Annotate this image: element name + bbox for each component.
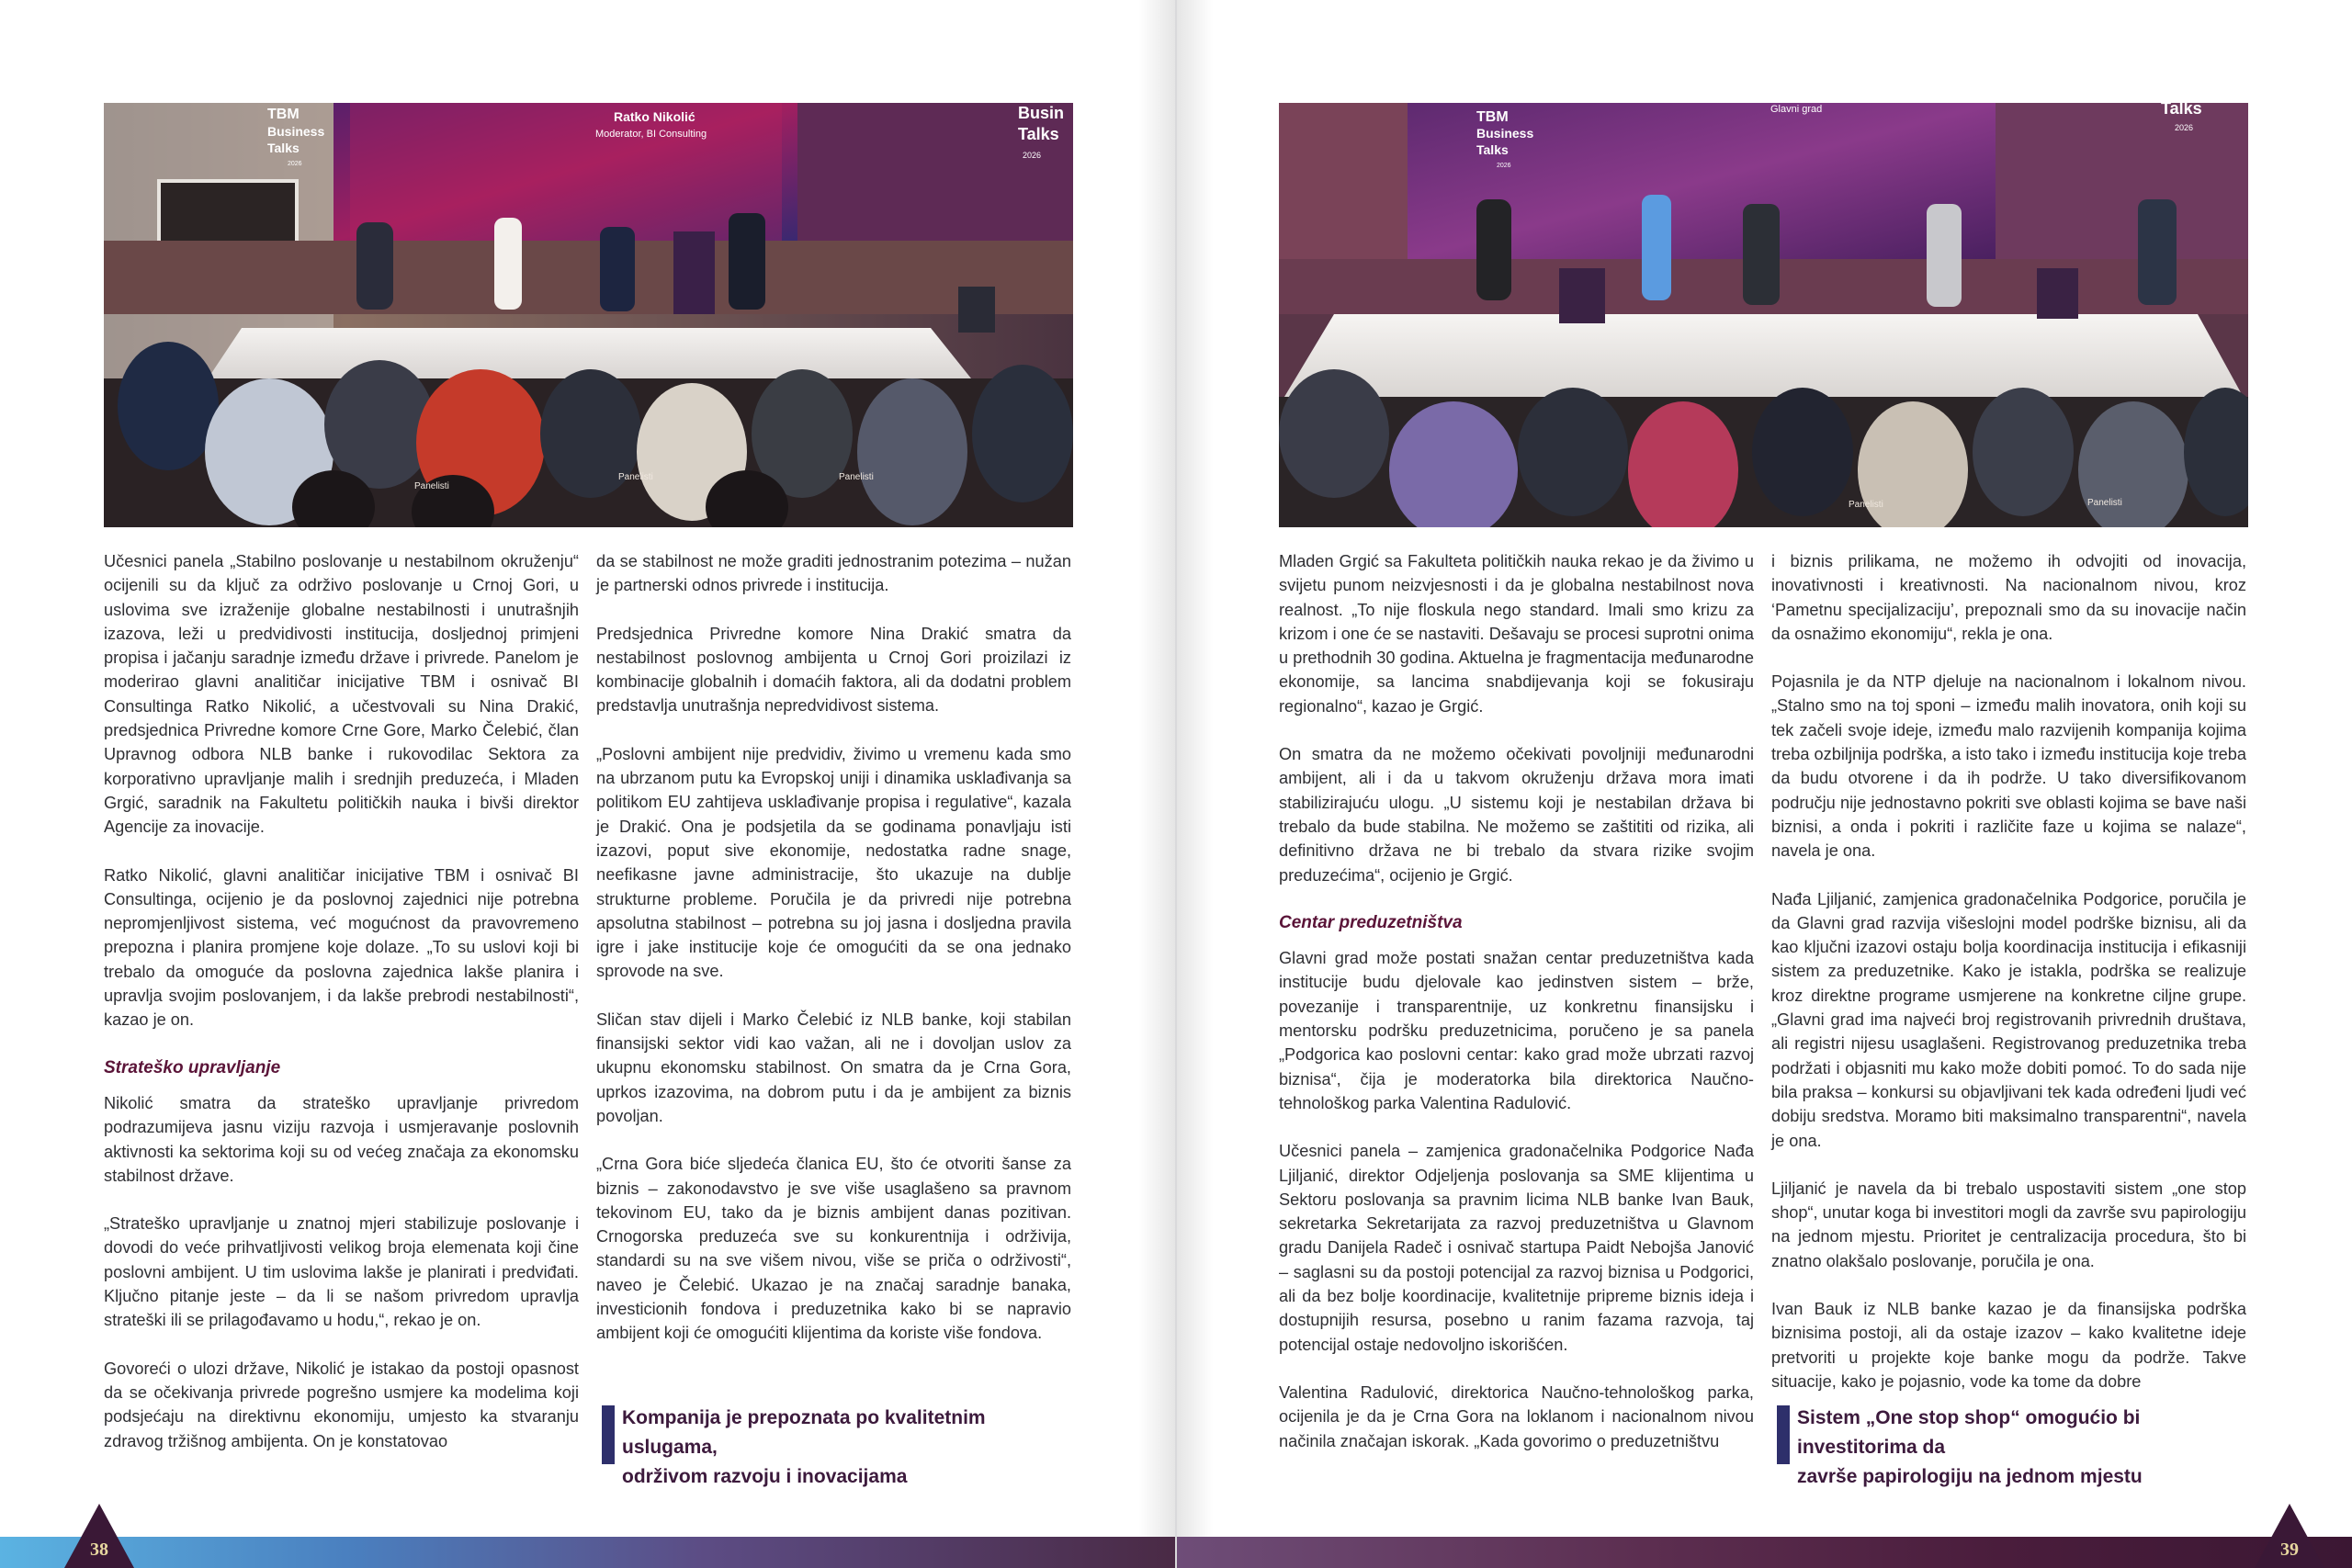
article-paragraph: Govoreći o ulozi države, Nikolić je istakao da postoji opasnost da se očekivanja privrede pogrešno usmjere ka modelima koji podsjećaju na direktivnu ekonomiju, umjesto ka stvaranju zdravog tržišnog ambijenta. On je konstatovao [104, 1359, 579, 1450]
chair-label: Panelisti [414, 481, 449, 491]
pull-quote-line: Kompanija je prepoznata po kvalitetnim uslugama, [622, 1407, 986, 1458]
chair-label: Panelisti [839, 472, 874, 482]
pull-quote-line: Sistem „One stop shop“ omogućio bi investitorima da [1797, 1407, 2141, 1458]
article-paragraph: Učesnici panela – zamjenica gradonačelnika Podgorice Nađa Ljiljanić, direktor Odjeljenja poslovanja sa SME klijentima u Sektoru poslovanja sa pravnim licima NLB banke Ivan Bauk, sekretarka Sekretarijata za razvoj preduzetništva u Glavnom gradu Danijela Radeč i osnivač startupa Paidt Nebojša Janović – saglasni su da postoji potencijal za razvoj biznisa u Podgorici, ali da bez bolje koordinacije, kvalitetnije pripreme biznis ideja i dostupnijih resursa, posebno u ranim fazama razvoja, taj potencijal ostaje nedovoljno iskorišćen. [1279, 1142, 1754, 1354]
screen-title: Business [1476, 126, 1534, 141]
gutter-shadow [1177, 0, 1214, 1568]
screen-year: 2026 [1497, 163, 1511, 169]
article-paragraph: Nikolić smatra da strateško upravljanje privredom podrazumijeva jasnu viziju razvoja i usmjeravanje poslovnih aktivnosti ka sektorima koji su od većeg značaja za ekonomsku stabilnost države. [104, 1093, 579, 1185]
left-page [0, 0, 1175, 1568]
section-heading: Strateško upravljanje [104, 1057, 281, 1077]
footer-bar [0, 1537, 1175, 1568]
panel-photo-right [1279, 103, 2248, 527]
article-paragraph: On smatra da ne možemo očekivati povoljniji međunarodni ambijent, ali i da u takvom okruženju država mora imati stabilizirajuću ulogu. „U sistemu koji je nestabilan država bi trebalo da bude stabilna. Ne možemo se zaštititi od rizika, ali definitivno država ne bi trebalo da stvara rizike svojim preduzećima“, ocijenio je Grgić. [1279, 745, 1754, 885]
article-paragraph: Sličan stav dijeli i Marko Čelebić iz NLB banke, koji stabilan finansijski sektor vidi kao važan, ali ne i dovoljan uslov za ukupnu ekonomsku stabilnost. On smatra da je Crna Gora, uprkos izazovima, na dobrom putu i da je ambijent za biznis povoljan. [596, 1010, 1071, 1125]
screen-year: 2026 [288, 161, 302, 167]
screen-title-right: Busin [1018, 104, 1065, 122]
article-paragraph: Mladen Grgić sa Fakulteta političkih nauka rekao je da živimo u svijetu punom neizvjesnosti i da je globalna nestabilnost nova realnost. „To nije floskula nego standard. Imali smo krizu za krizom i one će se nastaviti. Dešavaju se procesi suprotni onima u prethodnih 30 godina. Aktuelna je fragmentacija međunarodne ekonomije, sa lancima snabdijevanja koji se fokusiraju regionalno“, kazao je Grgić. [1279, 552, 1754, 716]
chair-label: Panelisti [2087, 498, 2122, 508]
chair-label: Panelisti [1849, 500, 1883, 510]
pull-quote-bar [602, 1405, 615, 1464]
page-number: 39 [2280, 1540, 2299, 1560]
article-paragraph: Glavni grad može postati snažan centar preduzetništva kada institucije budu djelovale kao jedinstven sistem – brže, povezanije i transparentnije, uz konkretnu finansijsku i mentorsku podršku preduzetnicima, poručeno je sa panela „Podgorica kao poslovni centar: kako grad može ubrzati razvoj biznisa“, čija je moderatorka bila direktorica Naučno-tehnološkog parka Valentina Radulović. [1279, 949, 1754, 1112]
screen-title-right: Talks [1018, 125, 1059, 143]
article-paragraph: Pojasnila je da NTP djeluje na nacionalnom i lokalnom nivou. „Stalno smo na toj sponi – između malih inovatora, onih koji su tek začeli svoje ideje, između malo razvijenih kompanija kojima treba ozbiljnija podrška, a isto tako i između institucija koje treba da budu otvorene i da ih podrže. U tako diversifikovanom području nije jednostavno pokriti sve oblasti kojima se bave naši biznisi, a onda i pokriti i različite faze u kojima se nalaze“, navela je ona. [1771, 672, 2246, 861]
chair-label: Panelisti [618, 472, 653, 482]
article-paragraph: Učesnici panela „Stabilno poslovanje u nestabilnom okruženju“ ocijenili su da ključ za održivo poslovanje u Crnoj Gori, u uslovima sve izraženije globalne nestabilnosti i unutrašnjih izazova, leži u predvidivosti institucija, dosljednoj primjeni propisa i jačanju saradnje između države i privrede. Panelom je moderirao glavni analitičar inicijative TBM i osnivač BI Consultinga Ratko Nikolić, a učestvovali su Nina Drakić, predsjednica Privredne komore Crne Gore, Marko Čelebić, član Upravnog odbora NLB banke i rukovodilac Sektora za korporativno upravljanje malih i srednjih preduzeća, i Mladen Grgić, saradnik na Fakultetu političkih nauka i bivši direktor Agencije za inovacije. [104, 552, 579, 837]
article-paragraph: Nađa Ljiljanić, zamjenica gradonačelnika Podgorice, poručila je da Glavni grad razvija višeslojni model podrške biznisu, ali da kao ključni izazovi ostaju bolja koordinacija institucija i efikasniji sistem za preduzetnike. Kako je istakla, podrška se realizuje kroz direktne programe usmjerene na konkretne ciljne grupe. „Glavni grad ima najveći broj registrovanih privrednih društava, ali registri nijesu usaglašeni. Registrovanog preduzetnika treba podržati i objasniti mu kako može dobiti pomoć. To do sada nije bila praksa – konkursi su objavljivani tek kada određeni ljudi već dobiju sredstva. Moramo biti maksimalno transparentni“, navela je ona. [1771, 889, 2246, 1150]
screen-role: Moderator, BI Consulting [595, 129, 707, 140]
page-number: 38 [90, 1540, 108, 1560]
screen-year-right: 2026 [2175, 123, 2194, 132]
screen-title: Talks [267, 141, 300, 155]
article-column-2 [1771, 549, 2246, 1417]
article-paragraph: i biznis prilikama, ne možemo ih odvojiti od inovacija, inovativnosti i kreativnosti. Na nacionalnom nivou, kroz ‘Pametnu specijalizaciju’, prepoznali smo da su inovacije način da osnažimo ekonomiju“, rekla je ona. [1771, 552, 2246, 643]
pull-quote [596, 1404, 1071, 1492]
article-column-1 [104, 549, 579, 1477]
screen-title: TBM [1476, 109, 1509, 125]
pull-quote [1771, 1404, 2246, 1492]
article-column-1 [1279, 549, 1754, 1477]
article-paragraph: „Poslovni ambijent nije predvidiv, živimo u vremenu kada smo na ubrzanom putu ka Evropskoj uniji i dinamika usklađivanja sa politikom EU zahtijeva usklađivanje propisa i regulative“, kazala je Drakić. Ona je podsjetila da se godinama ponavljaju isti izazovi, poput sive ekonomije, nedostatka radne snage, neefikasne javne administracije, što ukazuje na dublje strukturne probleme. Poručila je da privredi nije potrebna apsolutna stabilnost – potrebna su joj jasna i dosljedna pravila igre i jake institucije koje će omogućiti da se ona jednako sprovode na sve. [596, 744, 1071, 981]
article-paragraph: Ivan Bauk iz NLB banke kazao je da finansijska podrška biznisima postoji, ali da ostaje izazov – kako kvalitetne ideje pretvoriti u projekte koje banke mogu da podrže. Takve situacije, kako je pojasnio, vode ka tome da dobre [1771, 1300, 2246, 1391]
footer-bar [1177, 1537, 2352, 1568]
gutter-shadow [1138, 0, 1175, 1568]
article-paragraph: Ratko Nikolić, glavni analitičar inicijative TBM i osnivač BI Consultinga, ocijenio je da poslovnoj zajednici nije potrebna nepromjenljivost sistema, već mogućnost da pravovremeno prepozna i planira promjene koje dolaze. „To su uslovi koji bi trebalo da omoguće da poslovna zajednica lakše planira i upravlja svojim poslovanjem, i da lakše prebrodi nestabilnosti“, kazao je on. [104, 865, 579, 1030]
screen-title: TBM [267, 107, 300, 122]
screen-caption: Glavni grad [1770, 104, 1823, 115]
screen-title-right: Talks [2161, 103, 2202, 118]
article-paragraph: da se stabilnost ne može graditi jednostranim potezima – nužan je partnerski odnos privrede i institucija. [596, 552, 1071, 595]
article-paragraph: Ljiljanić je navela da bi trebalo uspostaviti sistem „one stop shop“, unutar koga bi investitori mogli da završe svu papirologiju na jednom mjestu. Prioritet je centralizacija procedura, što bi znatno olakšalo poslovanje, poručila je ona. [1771, 1179, 2246, 1270]
screen-year-right: 2026 [1023, 151, 1042, 160]
article-paragraph: „Strateško upravljanje u znatnoj mjeri stabilizuje poslovanje i dovodi do veće prihvatljivosti velikog broja elemenata koji čine poslovni ambijent. U tim uslovima lakše je planirati i predviđati. Ključno pitanje jeste – da li se našom privredom upravlja strateški ili se prilagođavamo u hodu,“, rekao je on. [104, 1214, 579, 1330]
screen-title: Talks [1476, 142, 1509, 157]
pull-quote-line: završe papirologiju na jednom mjestu [1797, 1466, 2143, 1487]
screen-name: Ratko Nikolić [614, 109, 695, 124]
article-column-2 [596, 549, 1071, 1370]
article-paragraph: Predsjednica Privredne komore Nina Drakić smatra da nestabilnost poslovnog ambijenta u Crnoj Gori proizilazi iz kombinacije globalnih i domaćih faktora, ali da dodatni problem predstavlja unutrašnja nepredvidivost sistema. [596, 624, 1071, 716]
article-paragraph: Valentina Radulović, direktorica Naučno-tehnološkog parka, ocijenila je da je Crna Gora na loklanom i nacionalnom nivou načinila značajan iskorak. „Kada govorimo o preduzetništvu [1279, 1382, 1754, 1450]
panel-photo-left [104, 103, 1073, 527]
pull-quote-bar [1777, 1405, 1790, 1464]
article-paragraph: „Crna Gora biće sljedeća članica EU, što će otvoriti šanse za biznis – zakonodavstvo je sve više usaglašeno sa pravnom tekovinom EU, tako da je biznis ambijent danas pozitivan. Crnogorska preduzeća sve su konkurentnija i održivija, standardi su na sve višem nivou, više se priča o održivosti“, naveo je Čelebić. Ukazao je na značaj saradnje banaka, investicionih fondova i preduzetnika kako bi se napravio ambijent koji će omogućiti klijentima da koriste više fondova. [596, 1155, 1071, 1343]
right-page [1177, 0, 2352, 1568]
section-heading: Centar preduzetništva [1279, 912, 1463, 932]
pull-quote-line: održivom razvoju i inovacijama [622, 1466, 908, 1487]
screen-title: Business [267, 124, 325, 139]
